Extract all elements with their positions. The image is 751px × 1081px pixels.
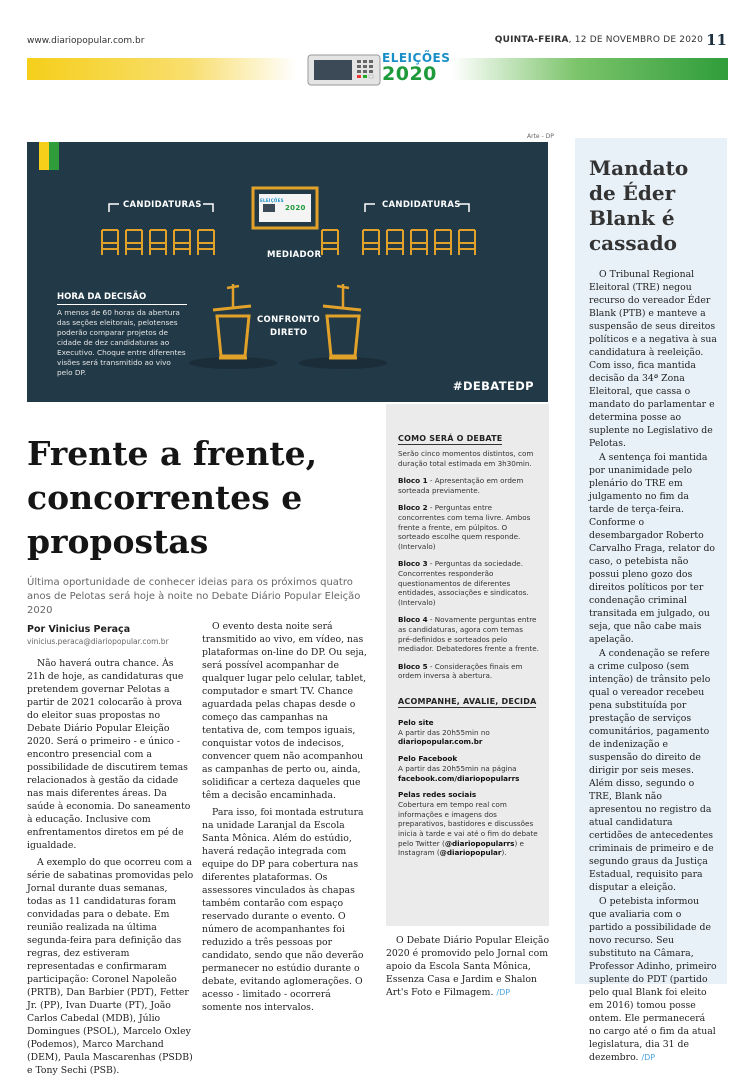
block-text: - Apresentação em ordem sorteada previamente.: [398, 476, 524, 495]
header-date: [495, 35, 703, 45]
hora-title: HORA DA DECISÃO: [57, 292, 187, 305]
site-text-span: A partir das 20h55min no: [398, 727, 490, 737]
site-title: Pelo site: [398, 717, 434, 727]
twitter-handle[interactable]: @diariopopularrs: [444, 838, 515, 848]
header-url[interactable]: www.diariopopular.com.br: [27, 36, 145, 46]
paragraph: O evento desta noite será transmitido ao vivo, em vídeo, nas plataformas on-line do DP. Ou seja, será possível acompanhar de qualquer lugar pelo celular, tablet, computador e smart TV. Chance aguardada pelas chapas desde o começo das campanhas na tentativa de, com tempos iguais, conquistar votos de indecisos, convencer quem não acompanhou as campanhas de perto ou, ainda, solidificar a certeza daqueles que têm a decisão encaminhada.: [202, 621, 367, 801]
facebook-title: Pelo Facebook: [398, 754, 458, 764]
block-3: [398, 559, 539, 607]
podium-right: [299, 284, 387, 369]
author-email[interactable]: vinicius.peraca@diariopopular.com.br: [27, 637, 169, 646]
facebook-text: [398, 764, 539, 783]
sidebar-body: [589, 268, 717, 1064]
header-band-green: [452, 58, 728, 80]
subtitle: Última oportunidade de conhecer ideias para os próximos quatro anos de Pelotas será hoje à noite no Debate Diário Popular Eleição 2020: [27, 577, 361, 616]
signature: /DP: [641, 1053, 656, 1062]
block-label: Bloco 5: [398, 661, 428, 671]
label-candidaturas-left: CANDIDATURAS: [123, 200, 202, 210]
hashtag: #DEBATEDP: [452, 379, 534, 393]
screen-year: 2020: [285, 204, 306, 212]
sidebar-article: [575, 138, 727, 1063]
label-direto: DIRETO: [270, 328, 308, 338]
block-1: [398, 476, 539, 495]
hora-da-decisao: [57, 292, 187, 378]
headline: Frente a frente, concorrentes e propostas: [27, 434, 318, 561]
debate-info-box: [386, 404, 549, 926]
facebook-link[interactable]: facebook.com/diariopopularrs: [398, 773, 520, 783]
social-text-3: ).: [501, 848, 507, 858]
block-5: [398, 662, 539, 681]
screen-title: ELEIÇÕES: [260, 198, 284, 203]
paragraph-text: O petebista informou que avaliaria com o partido a possibilidade de novo recurso. Seu substituto na Câmara, Professor Adinho, primeiro suplente do PDT (partido pelo qual Blank foi eleito em 2016) tomou posse ontem. Ele permanecerá no cargo até o fim da atual legislatura, dia 31 de dezembro.: [589, 896, 717, 1063]
block-label: Bloco 3: [398, 559, 428, 569]
paragraph: A exemplo do que ocorreu com a série de sabatinas promovidas pelo Jornal durante duas semanas, todas as 11 candidaturas foram convidadas para o debate. Em reunião realizada na última segunda-feira para definição das regras, dez estiveram representadas e confirmaram participação: Coronel Napoleão (PRTB), Dan Barbier (PDT), Fetter Jr. (PP), Ivan Duarte (PT), João Carlos Cabedal (MDB), Júlio Domingues (PSOL), Marcelo Oxley (Podemos), Marco Marchand (DEM), Paula Mascarenhas (PSDB) e Tony Sechi (PSB).: [27, 857, 194, 1076]
paragraph: A sentença foi mantida por unanimidade pelo plenário do TRE em julgamento no fim da tarde de terça-feira. Conforme o desembargador Roberto Carvalho Fraga, relator do caso, o petebista não possui pleno gozo dos direitos políticos por ter condenação criminal transitada em julgado, ou seja, que não cabe mais apelação.: [589, 452, 715, 645]
block-text: - Considerações finais em ordem inversa à abertura.: [398, 661, 523, 681]
header-date-text: , 12 DE NOVEMBRO DE 2020: [568, 35, 703, 45]
block-text: - Perguntas da sociedade. Concorrentes responderão questionamentos de diferentes entidades, associações e sindicatos. (Intervalo): [398, 559, 529, 607]
sidebar-title: Mandato de Éder Blank é cassado: [589, 156, 689, 255]
social-text: [398, 800, 539, 858]
logo-title: ELEIÇÕES: [382, 51, 451, 65]
header-band-yellow: [27, 58, 297, 80]
block-text: - Novamente perguntas entre as candidaturas, agora com temas pré-definidos e sorteados pelo mediador. Debatedores frente a frente.: [398, 615, 539, 654]
label-mediador: MEDIADOR: [267, 250, 322, 260]
chairs-right: [363, 230, 475, 255]
debate-infographic: [27, 142, 548, 402]
art-credit: Arte - DP: [527, 133, 554, 140]
author: Por Vinicius Peraça: [27, 624, 131, 635]
social-title: Pelas redes sociais: [398, 790, 477, 800]
paragraph: [589, 895, 717, 1064]
page-number: 11: [706, 31, 727, 49]
paragraph: A condenação se refere a crime culposo (sem intenção) de trânsito pelo qual o vereador recebeu pena substituída por prestação de serviços comunitários, pagamento de indenização e suspensão do direito de dirigir por seis meses. Além disso, segundo o TRE, Blank não apresentou no registro da atual candidatura certidões de antecedentes criminais de primeiro e de segundo graus da Justiça Estadual, requisito para disputar a eleição.: [589, 648, 714, 893]
header-weekday: QUINTA-FEIRA: [494, 35, 569, 45]
social-text-2: ) e Instagram (: [398, 838, 524, 858]
block-label: Bloco 2: [398, 503, 428, 513]
logo-year: 2020: [382, 63, 437, 85]
block-2: [398, 503, 539, 551]
chair-mediator: [322, 230, 338, 255]
instagram-handle[interactable]: @diariopopular: [439, 848, 502, 858]
block-label: Bloco 4: [398, 615, 428, 625]
podium-left: [189, 284, 277, 369]
article-column-1: [27, 657, 194, 1081]
hora-text: A menos de 60 horas da abertura das seções eleitorais, pelotenses poderão comparar projetos de cidade de dez candidaturas ao Executivo. Choque entre diferentes visões será transmitido ao vivo pelo DP.: [57, 308, 186, 377]
label-confronto: CONFRONTO: [257, 315, 320, 325]
label-candidaturas-right: CANDIDATURAS: [382, 200, 461, 210]
signature: /DP: [496, 988, 511, 997]
site-text: [398, 728, 539, 747]
block-4: [398, 615, 539, 653]
site-link[interactable]: diariopopular.com.br: [398, 737, 483, 747]
paragraph: Para isso, foi montada estrutura na unidade Laranjal da Escola Santa Mônica. Além do estúdio, haverá redação integrada com equipe do DP para cobertura nas diferentes plataformas. Os assessores vinculados às chapas também contarão com espaço reservado durante o evento. O número de acompanhantes foi reduzido a três pessoas por candidato, sendo que não deverão permanecer no estúdio durante o debate, evitando aglomerações. O acesso - limitado - ocorrerá somente nos intervalos.: [202, 807, 364, 1013]
sponsor-note: [386, 934, 551, 999]
debate-intro: Serão cinco momentos distintos, com duração total estimada em 3h30min.: [398, 449, 534, 468]
facebook-text-span: A partir das 20h55min na página: [398, 764, 517, 774]
block-text: - Perguntas entre concorrentes com tema livre. Ambos frente a frente, em púlpitos. O sorteado escolhe quem responde. (Intervalo): [398, 503, 531, 551]
chairs-left: [102, 230, 214, 255]
paragraph: Não haverá outra chance. Às 21h de hoje, as candidaturas que pretendem governar Pelotas a partir de 2021 colocarão à prova do eleitor suas propostas no Debate Diário Popular Eleição 2020. Será o primeiro - e único - encontro presencial com a possibilidade de discutirem temas relacionados à gestão da cidade nas mais diferentes áreas. Da saúde à economia. Do saneamento à educação. Inclusive com enfrentamentos diretos em pé de igualdade.: [27, 658, 191, 851]
social-text-1: Cobertura em tempo real com informações e imagens dos preparativos, bastidores e discussões inicia à tarde e vai até o fim do debate pelo Twitter (: [398, 800, 538, 848]
sponsor-text: O Debate Diário Popular Eleição 2020 é promovido pelo Jornal com apoio da Escola Santa Mônica, Essenza Casa e Jardim e Shalon Art's Foto e Filmagem.: [386, 935, 550, 998]
debate-box-title: COMO SERÁ O DEBATE: [398, 434, 503, 443]
follow-title: ACOMPANHE, AVALIE, DECIDA: [398, 696, 537, 706]
block-label: Bloco 1: [398, 476, 428, 486]
article-column-2: [202, 620, 372, 1018]
paragraph: O Tribunal Regional Eleitoral (TRE) negou recurso do vereador Éder Blank (PTB) e manteve a suspensão de seus direitos políticos e a negativa à sua candidatura à reeleição. Com isso, fica mantida decisão da 34ª Zona Eleitoral, que cassa o mandato do parlamentar e determina posse ao suplente no Legislativo de Pelotas.: [589, 269, 717, 449]
